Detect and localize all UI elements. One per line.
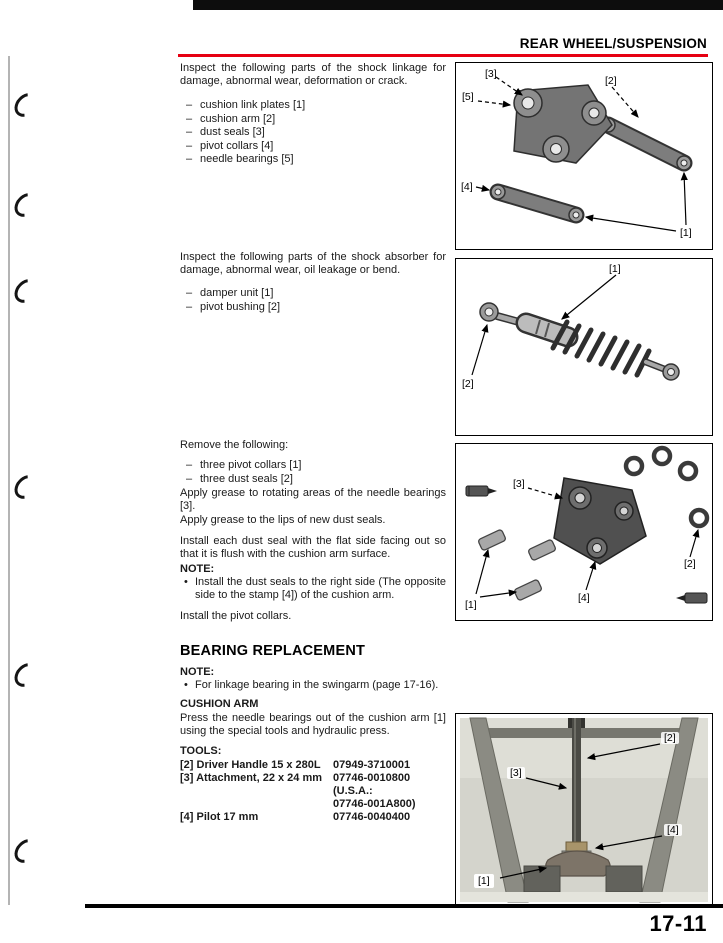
binding-mark	[10, 89, 42, 122]
figure-label: [3]	[513, 478, 525, 490]
dash-marker: –	[186, 126, 193, 138]
page-number: 17-11	[649, 911, 707, 936]
figure-label: [4]	[461, 181, 473, 193]
tool-name	[180, 798, 333, 811]
figure-label: [2]	[684, 558, 696, 570]
figure-label: [1]	[474, 874, 494, 888]
tool-code: 07949-3710001	[333, 759, 411, 771]
list-item-text: dust seals [3]	[200, 126, 265, 138]
figure-shock-linkage	[455, 62, 713, 250]
figure-label: [3]	[485, 68, 497, 80]
bullet-marker: •	[184, 576, 188, 588]
removal-intro: Remove the following:	[180, 439, 289, 451]
tool-row	[180, 759, 456, 772]
figure-label: [4]	[578, 592, 590, 604]
dash-marker: –	[186, 287, 193, 299]
tool-code: 07746-0010800	[333, 772, 411, 784]
list-item-text: three pivot collars [1]	[200, 459, 302, 471]
list-item-text: cushion arm [2]	[200, 112, 276, 125]
footer-rule	[85, 904, 723, 908]
absorber-intro: Inspect the following parts of the shock absorber for damage, abnormal wear, oil leakage or bend.	[180, 251, 446, 277]
scan-edge-artifact	[193, 0, 723, 10]
list-item-text: cushion link plates [1]	[200, 99, 306, 111]
tool-name: [3] Attachment, 22 x 24 mm	[180, 772, 323, 784]
note-item-text: Install the dust seals to the right side (The opposite side to the stamp [4]) of the cushion arm.	[195, 576, 446, 602]
cushion-arm-subheading: CUSHION ARM	[180, 698, 259, 710]
list-item	[186, 153, 444, 167]
tools-label: TOOLS:	[180, 745, 222, 757]
figure-label: [2]	[462, 378, 474, 390]
list-item	[186, 126, 444, 140]
binding-mark	[10, 471, 42, 504]
shock-absorber-diagram	[456, 259, 712, 435]
figure-label: [1]	[609, 263, 621, 275]
grease-seals-paragraph: Apply grease to the lips of new dust seals.	[180, 514, 386, 526]
install-collars-paragraph: Install the pivot collars.	[180, 610, 292, 622]
tools-table	[180, 759, 456, 824]
list-item	[186, 113, 444, 127]
tool-code: 07746-001A800)	[333, 798, 416, 810]
list-item	[186, 473, 444, 487]
tool-name: [4] Pilot 17 mm	[180, 811, 259, 823]
note-item	[184, 679, 446, 692]
list-item	[186, 140, 444, 154]
page-left-edge	[8, 56, 10, 905]
note-item-text: For linkage bearing in the swingarm (page 17-16).	[195, 679, 439, 691]
list-item	[186, 301, 444, 315]
dash-marker: –	[186, 472, 193, 485]
list-item-text: pivot bushing [2]	[200, 300, 281, 313]
figure-press-photo	[455, 713, 713, 907]
dash-marker: –	[186, 459, 193, 471]
figure-shock-absorber	[455, 258, 713, 436]
note-item	[184, 576, 446, 602]
linkage-list	[186, 99, 444, 167]
tool-row	[180, 772, 456, 785]
dash-marker: –	[186, 139, 193, 152]
tool-row	[180, 811, 456, 824]
tool-code: 07746-0040400	[333, 811, 411, 823]
linkage-intro: Inspect the following parts of the shock linkage for damage, abnormal wear, deformation or crack.	[180, 62, 446, 88]
dash-marker: –	[186, 112, 193, 125]
tool-name: [2] Driver Handle 15 x 280L	[180, 759, 321, 771]
list-item-text: needle bearings [5]	[200, 153, 294, 165]
bullet-marker: •	[184, 679, 188, 691]
list-item-text: pivot collars [4]	[200, 139, 274, 152]
figure-label: [1]	[680, 227, 692, 239]
binding-mark	[10, 835, 42, 868]
list-item	[186, 99, 444, 113]
bearing-replacement-heading: BEARING REPLACEMENT	[180, 643, 366, 659]
figure-label: [4]	[664, 824, 682, 836]
list-item	[186, 287, 444, 301]
tool-name	[180, 785, 333, 798]
binding-mark	[10, 659, 42, 692]
grease-bearings-paragraph: Apply grease to rotating areas of the needle bearings [3].	[180, 487, 446, 513]
absorber-list	[186, 287, 444, 314]
tool-code: (U.S.A.:	[333, 785, 373, 797]
header-rule	[178, 54, 708, 57]
note-label: NOTE:	[180, 563, 215, 575]
binding-mark	[10, 275, 42, 308]
removal-list	[186, 459, 444, 486]
list-item	[186, 459, 444, 473]
figure-cushion-arm-seals	[455, 443, 713, 621]
install-seal-paragraph: Install each dust seal with the flat side facing out so that it is flush with the cushion arm surface.	[180, 535, 446, 561]
list-item-text: damper unit [1]	[200, 287, 274, 299]
figure-label: [1]	[465, 599, 477, 611]
shock-linkage-diagram	[456, 63, 712, 249]
figure-label: [2]	[605, 75, 617, 87]
figure-label: [2]	[661, 732, 679, 744]
dash-marker: –	[186, 153, 193, 165]
page-title: REAR WHEEL/SUSPENSION	[519, 36, 707, 51]
figure-label: [5]	[462, 91, 474, 103]
figure-label: [3]	[507, 767, 525, 779]
binding-mark	[10, 189, 42, 222]
dash-marker: –	[186, 300, 193, 313]
press-paragraph: Press the needle bearings out of the cushion arm [1] using the special tools and hydraulic press.	[180, 712, 446, 738]
tool-row	[180, 798, 456, 811]
dash-marker: –	[186, 99, 193, 111]
tool-row	[180, 785, 456, 798]
list-item-text: three dust seals [2]	[200, 472, 293, 485]
note-label: NOTE:	[180, 666, 215, 678]
